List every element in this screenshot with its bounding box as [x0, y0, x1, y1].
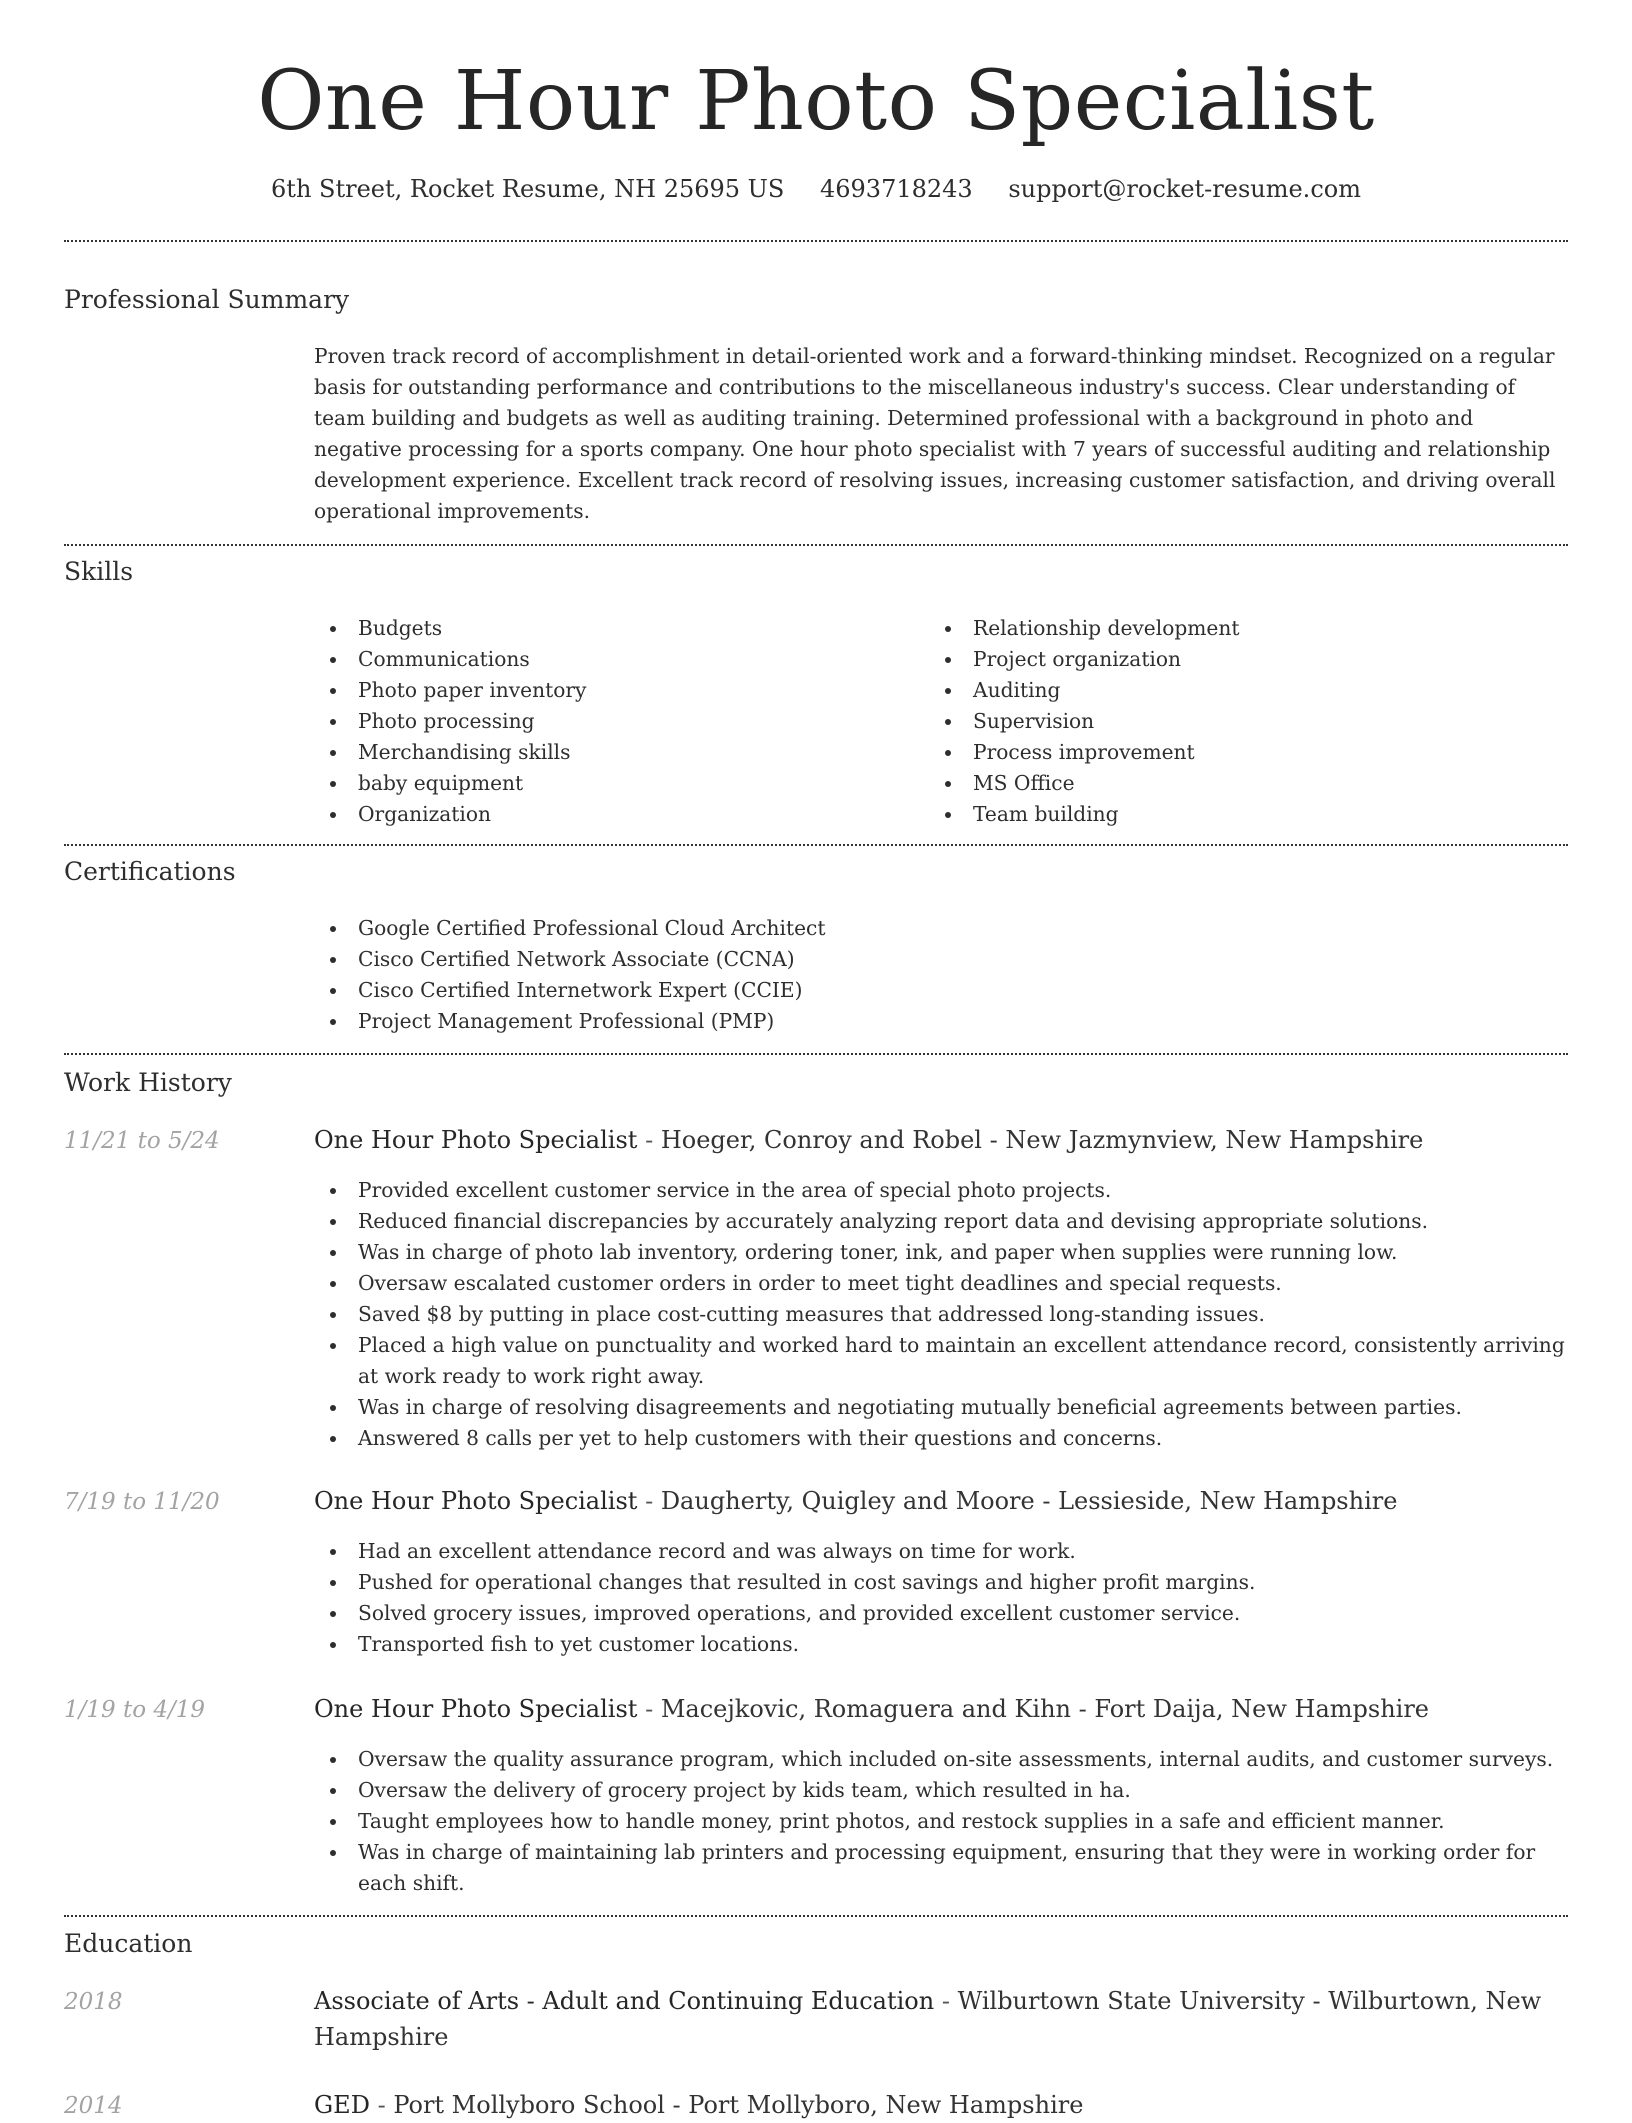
job-bullets: [314, 1536, 1566, 1660]
job-bullet: Oversaw the delivery of grocery project by kids team, which resulted in ha.: [314, 1775, 1566, 1806]
divider: [64, 240, 1568, 242]
skill-item: Merchandising skills: [314, 737, 914, 768]
skill-item: Project organization: [929, 644, 1549, 675]
job-bullets: [314, 1744, 1566, 1899]
job-bullet: Reduced financial discrepancies by accurately analyzing report data and devising appropriate solutions.: [314, 1206, 1566, 1237]
skill-item: Budgets: [314, 613, 914, 644]
section-title-work-history: Work History: [64, 1068, 232, 1097]
section-title-summary: Professional Summary: [64, 285, 350, 314]
skill-item: Supervision: [929, 706, 1549, 737]
divider: [64, 1915, 1568, 1917]
job-bullet: Provided excellent customer service in the area of special photo projects.: [314, 1175, 1566, 1206]
job-bullet: Was in charge of photo lab inventory, ordering toner, ink, and paper when supplies were running low.: [314, 1237, 1566, 1268]
job-dates: 11/21 to 5/24: [64, 1128, 220, 1154]
certification-item: Cisco Certified Internetwork Expert (CCIE): [314, 975, 1566, 1006]
job-bullet: Saved $8 by putting in place cost-cutting measures that addressed long-standing issues.: [314, 1299, 1566, 1330]
job-bullet: Answered 8 calls per yet to help customers with their questions and concerns.: [314, 1423, 1566, 1454]
education-degree: GED: [314, 2091, 370, 2119]
certification-item: Project Management Professional (PMP): [314, 1006, 1566, 1037]
job-bullets: [314, 1175, 1566, 1454]
job-bullet: Transported fish to yet customer locations.: [314, 1629, 1566, 1660]
section-title-education: Education: [64, 1929, 193, 1958]
skill-item: Team building: [929, 799, 1549, 830]
contact-address: 6th Street, Rocket Resume, NH 25695 US: [271, 175, 785, 203]
skill-item: Organization: [314, 799, 914, 830]
contact-email: support@rocket-resume.com: [1008, 175, 1361, 203]
job-employer: Daugherty, Quigley and Moore - Lessieside, New Hampshire: [660, 1487, 1398, 1515]
job-heading: One Hour Photo Specialist - Hoeger, Conroy and Robel - New Jazmynview, New Hampshire: [314, 1126, 1424, 1154]
skill-item: Photo processing: [314, 706, 914, 737]
education-heading: Associate of Arts - Adult and Continuing Education - Wilburtown State University - Wilburtown, New Hampshire: [314, 1987, 1542, 2051]
job-bullet: Was in charge of resolving disagreements and negotiating mutually beneficial agreements between parties.: [314, 1392, 1566, 1423]
job-heading: One Hour Photo Specialist - Macejkovic, Romaguera and Kihn - Fort Daija, New Hampshire: [314, 1695, 1429, 1723]
skill-item: Photo paper inventory: [314, 675, 914, 706]
job-bullet: Pushed for operational changes that resulted in cost savings and higher profit margins.: [314, 1567, 1566, 1598]
contact-line: [0, 172, 1632, 206]
skill-item: Auditing: [929, 675, 1549, 706]
job-bullet: Was in charge of maintaining lab printers and processing equipment, ensuring that they were in working order for each shift.: [314, 1837, 1566, 1899]
education-heading: GED - Port Mollyboro School - Port Mollyboro, New Hampshire: [314, 2091, 1084, 2119]
skill-item: baby equipment: [314, 768, 914, 799]
job-title: One Hour Photo Specialist: [314, 1487, 638, 1515]
section-title-certifications: Certifications: [64, 857, 236, 886]
skill-item: Process improvement: [929, 737, 1549, 768]
job-bullet: Taught employees how to handle money, print photos, and restock supplies in a safe and efficient manner.: [314, 1806, 1566, 1837]
divider: [64, 544, 1568, 546]
divider: [64, 844, 1568, 846]
education-year: 2014: [64, 2093, 123, 2119]
certification-item: Google Certified Professional Cloud Architect: [314, 913, 1566, 944]
job-bullet: Oversaw the quality assurance program, which included on-site assessments, internal audits, and customer surveys.: [314, 1744, 1566, 1775]
skills-list-right: [929, 613, 1549, 830]
job-employer: Macejkovic, Romaguera and Kihn - Fort Daija, New Hampshire: [660, 1695, 1429, 1723]
education-school: Port Mollyboro School - Port Mollyboro, New Hampshire: [393, 2091, 1084, 2119]
skill-item: MS Office: [929, 768, 1549, 799]
section-title-skills: Skills: [64, 557, 134, 586]
job-bullet: Placed a high value on punctuality and worked hard to maintain an excellent attendance record, consistently arriving at work ready to work right away.: [314, 1330, 1566, 1392]
education-school: Wilburtown State University - Wilburtown, New Hampshire: [314, 1987, 1542, 2051]
job-title: One Hour Photo Specialist: [314, 1126, 638, 1154]
education-year: 2018: [64, 1989, 123, 2015]
education-degree: Associate of Arts - Adult and Continuing Education: [314, 1987, 935, 2015]
certification-item: Cisco Certified Network Associate (CCNA): [314, 944, 1566, 975]
contact-phone: 4693718243: [820, 175, 973, 203]
job-title: One Hour Photo Specialist: [314, 1695, 638, 1723]
summary-text: Proven track record of accomplishment in detail-oriented work and a forward-thinking mindset. Recognized on a regular basis for outstanding performance and contributions to the miscellaneous industry's success. Clear understanding of team building and budgets as well as auditing training. Determined professional with a background in photo and negative processing for a sports company. One hour photo specialist with 7 years of successful auditing and relationship development experience. Excellent track record of resolving issues, increasing customer satisfaction, and driving overall operational improvements.: [314, 344, 1556, 523]
job-heading: One Hour Photo Specialist - Daugherty, Quigley and Moore - Lessieside, New Hampshire: [314, 1487, 1398, 1515]
job-bullet: Had an excellent attendance record and was always on time for work.: [314, 1536, 1566, 1567]
job-bullet: Oversaw escalated customer orders in order to meet tight deadlines and special requests.: [314, 1268, 1566, 1299]
job-dates: 1/19 to 4/19: [64, 1697, 206, 1723]
resume-name: One Hour Photo Specialist: [257, 54, 1375, 149]
certifications-list: [314, 913, 1566, 1037]
skills-list-left: [314, 613, 914, 830]
skill-item: Relationship development: [929, 613, 1549, 644]
job-bullet: Solved grocery issues, improved operations, and provided excellent customer service.: [314, 1598, 1566, 1629]
job-employer: Hoeger, Conroy and Robel - New Jazmynview, New Hampshire: [660, 1126, 1424, 1154]
job-dates: 7/19 to 11/20: [64, 1489, 220, 1515]
divider: [64, 1053, 1568, 1055]
skill-item: Communications: [314, 644, 914, 675]
